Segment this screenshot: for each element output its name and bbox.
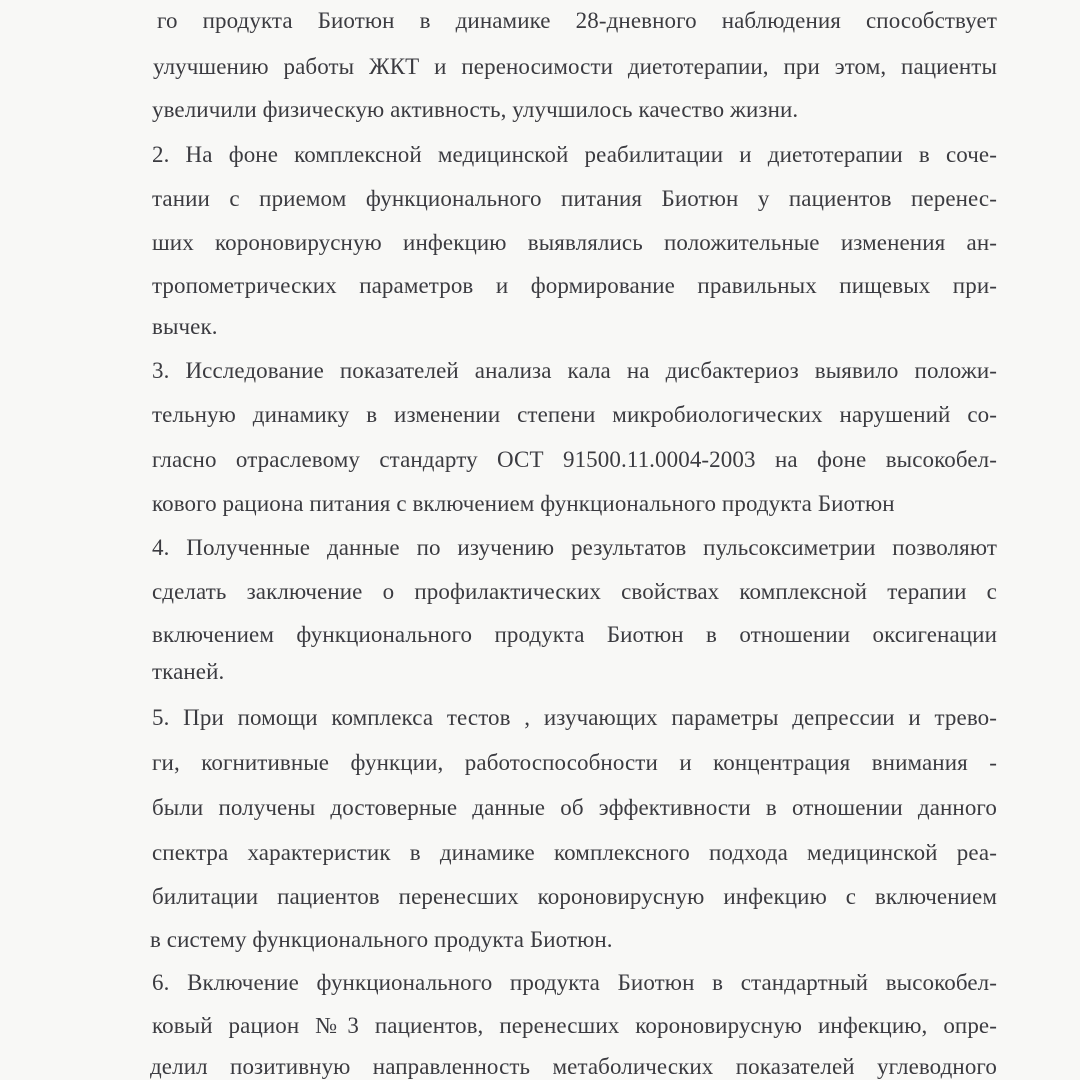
text-line: тании с приемом функционального питания Биотюн у пациентов перенес-	[152, 186, 997, 211]
text-line: делил позитивную направленность метаболических показателей углеводного	[150, 1054, 997, 1079]
text-line: гласно отраслевому стандарту ОСТ 91500.11.0004-2003 на фоне высокобел-	[152, 447, 997, 472]
text-line: тельную динамику в изменении степени микробиологических нарушений со-	[152, 402, 997, 427]
text-line: сделать заключение о профилактических свойствах комплексной терапии с	[152, 579, 997, 604]
text-line: в систему функционального продукта Биотюн.	[150, 927, 613, 952]
text-line: улучшению работы ЖКТ и переносимости диетотерапии, при этом, пациенты	[153, 54, 997, 79]
text-line: спектра характеристик в динамике комплексного подхода медицинской реа-	[152, 840, 997, 865]
text-line: 2. На фоне комплексной медицинской реабилитации и диетотерапии в соче-	[152, 142, 997, 167]
text-line: кового рациона питания с включением функционального продукта Биотюн	[152, 491, 895, 516]
text-line: 5. При помощи комплекса тестов , изучающих параметры депрессии и трево-	[152, 705, 997, 730]
text-line: вычек.	[152, 314, 218, 339]
text-line: тропометрических параметров и формирование правильных пищевых при-	[152, 273, 997, 298]
text-line: ги, когнитивные функции, работоспособности и концентрация внимания -	[152, 750, 997, 775]
text-line: ших короновирусную инфекцию выявлялись положительные изменения ан-	[152, 230, 997, 255]
text-line: были получены достоверные данные об эффективности в отношении данного	[152, 795, 997, 820]
text-line: 4. Полученные данные по изучению результатов пульсоксиметрии позволяют	[152, 535, 997, 560]
text-line: го продукта Биотюн в динамике 28-дневного наблюдения способствует	[157, 8, 997, 33]
text-line: тканей.	[152, 659, 225, 684]
text-line: ковый рацион №3 пациентов, перенесших короновирусную инфекцию, опре-	[152, 1013, 997, 1038]
text-line: 3. Исследование показателей анализа кала на дисбактериоз выявило положи-	[152, 358, 997, 383]
text-line: билитации пациентов перенесших короновирусную инфекцию с включением	[152, 884, 997, 909]
text-line: включением функционального продукта Биотюн в отношении оксигенации	[152, 622, 997, 647]
text-line: увеличили физическую активность, улучшилось качество жизни.	[152, 97, 799, 122]
text-line: 6. Включение функционального продукта Биотюн в стандартный высокобел-	[152, 970, 997, 995]
